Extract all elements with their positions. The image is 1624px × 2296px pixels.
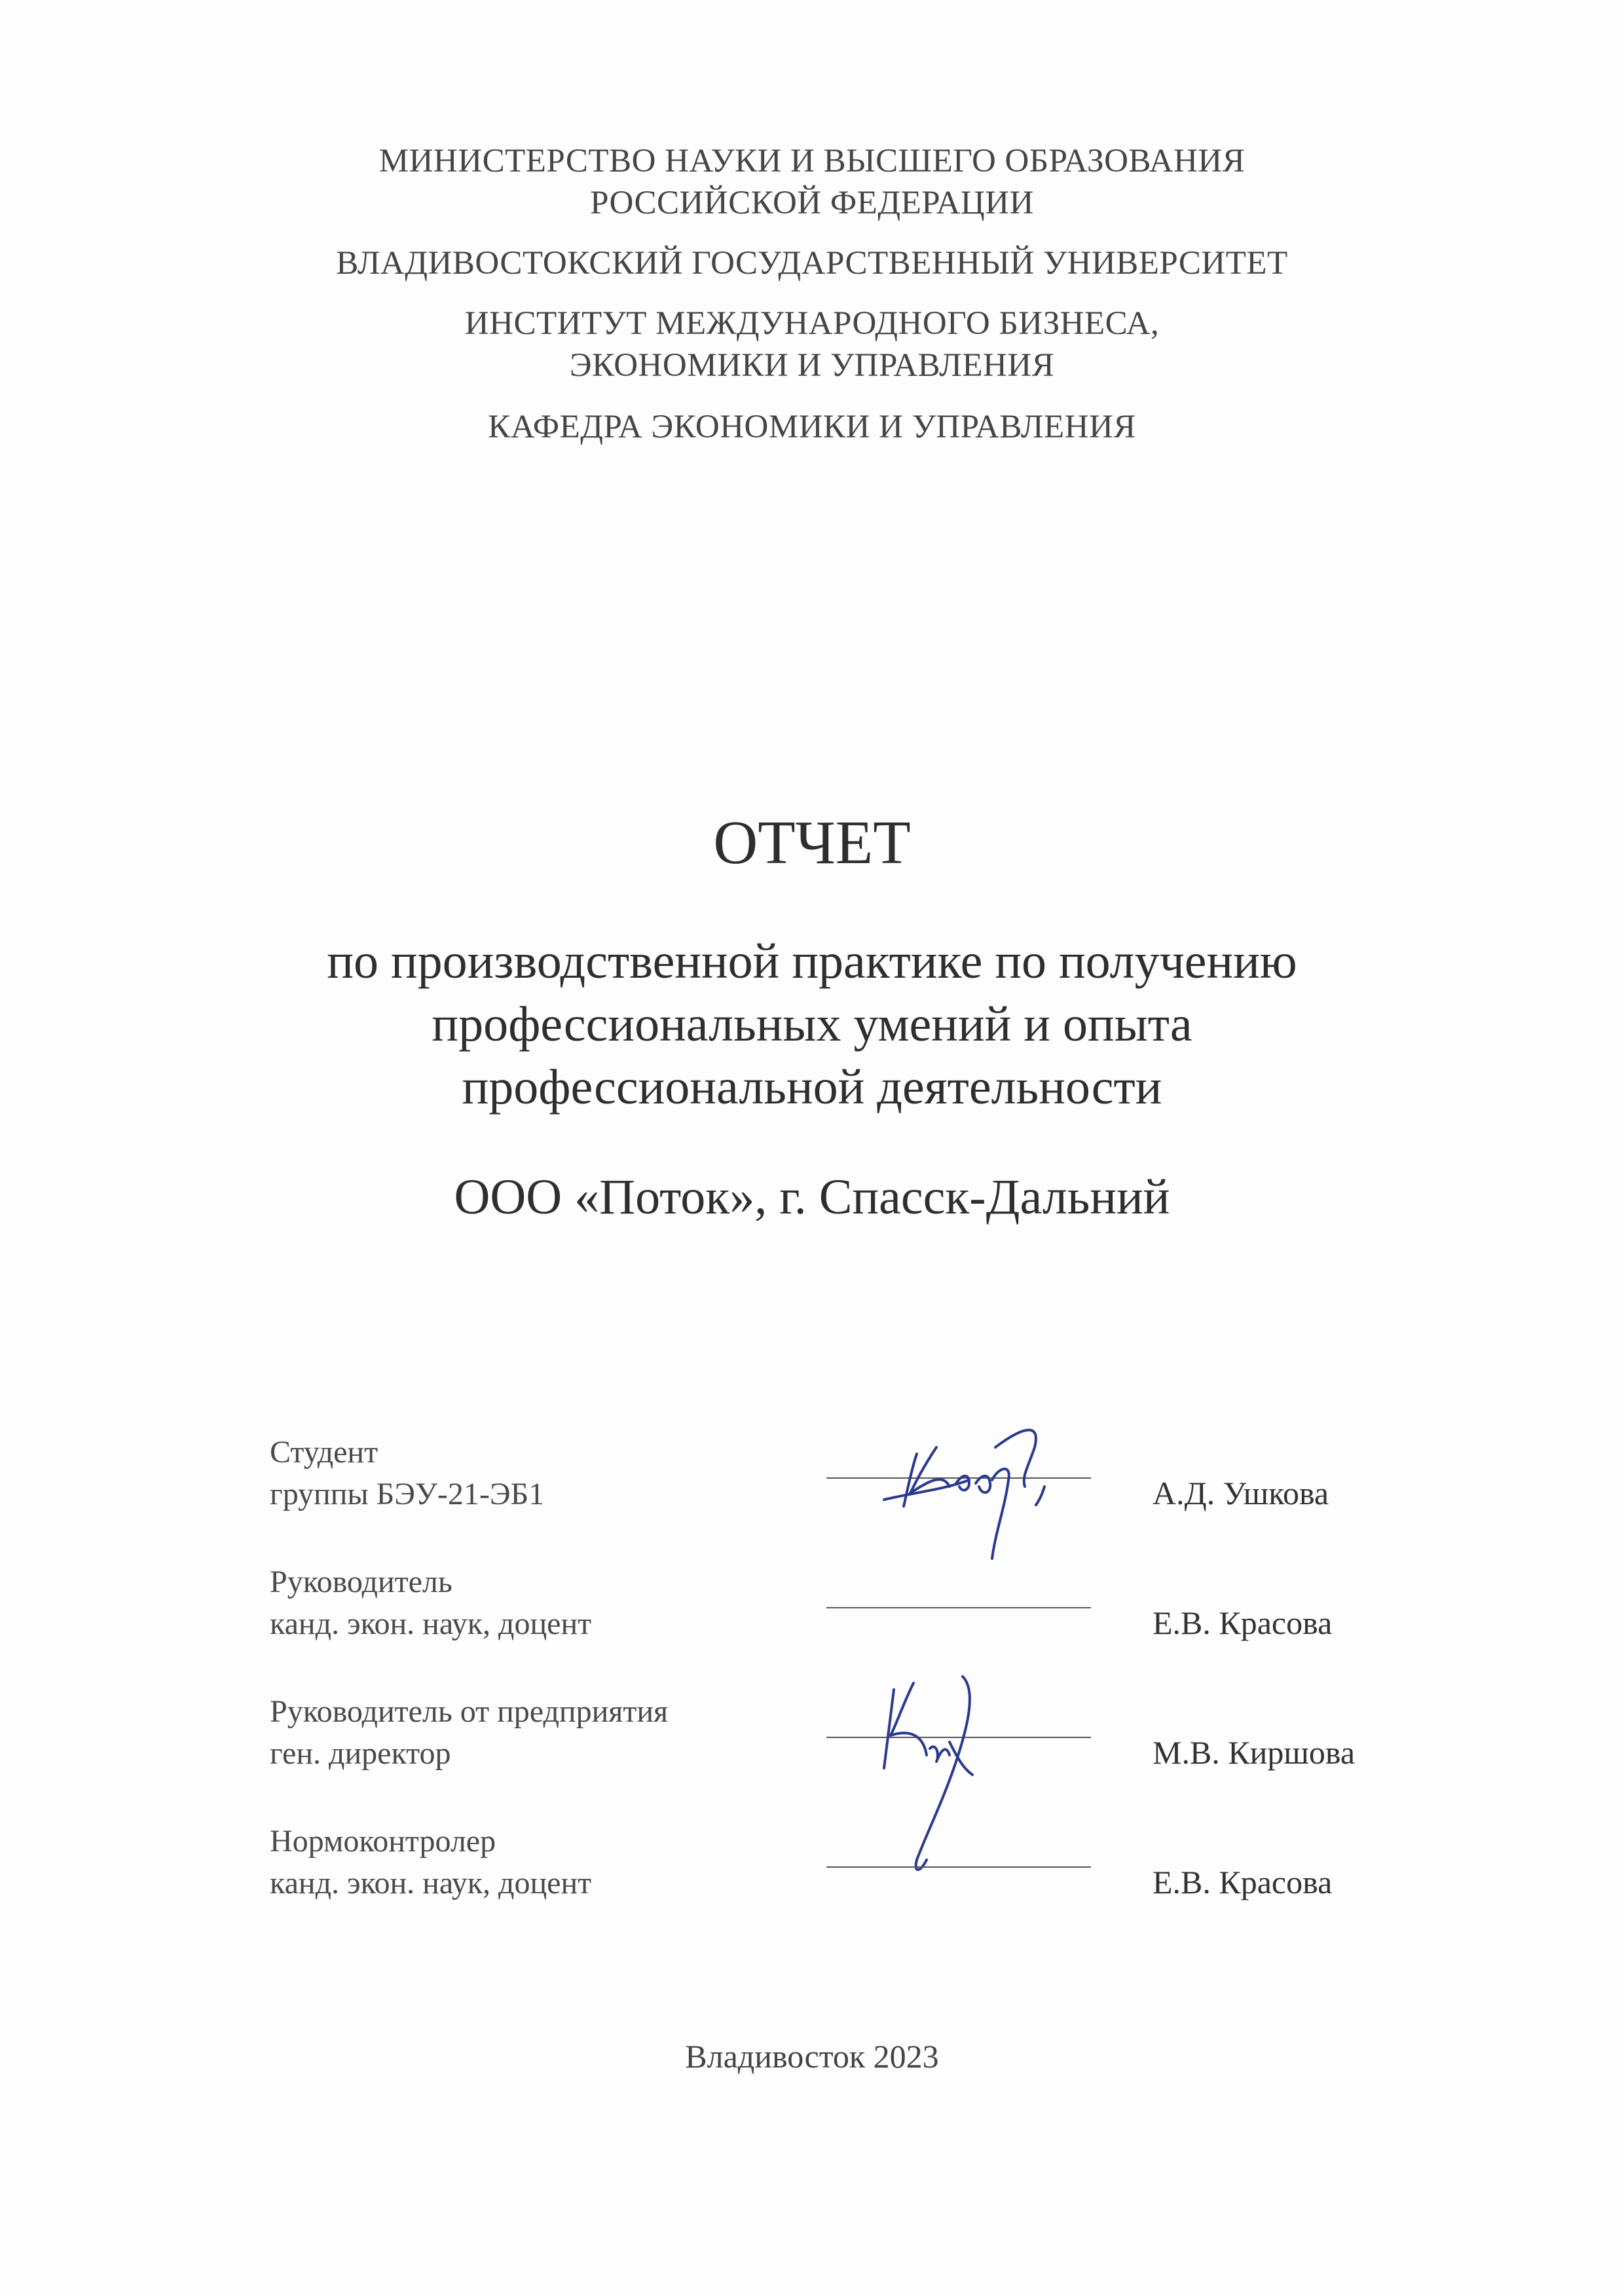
report-subtitle xyxy=(131,930,1493,1119)
department-heading xyxy=(157,406,1467,448)
signature-row-normcontroller xyxy=(270,1821,591,1904)
signature-role: Студент xyxy=(270,1435,378,1470)
signature-detail: канд. экон. наук, доцент xyxy=(270,1606,592,1641)
signature-line xyxy=(826,1607,1091,1608)
signature-row-supervisor xyxy=(270,1561,591,1645)
institute-line-1: ИНСТИТУТ МЕЖДУНАРОДНОГО БИЗНЕСА, xyxy=(464,305,1160,342)
subtitle-line-1: по производственной практике по получению xyxy=(327,934,1297,989)
organization-line: ООО «Поток», г. Спасск-Дальний xyxy=(454,1170,1170,1225)
signature-detail: группы БЭУ-21-ЭБ1 xyxy=(270,1477,545,1511)
signature-name: Е.В. Красова xyxy=(1153,1864,1333,1900)
ministry-line-1: МИНИСТЕРСТВО НАУКИ И ВЫСШЕГО ОБРАЗОВАНИЯ xyxy=(378,143,1246,179)
signature-line xyxy=(826,1866,1091,1868)
signature-role: Руководитель от предприятия xyxy=(270,1694,669,1729)
city-year: Владивосток 2023 xyxy=(685,2038,939,2075)
signature-row-enterprise xyxy=(270,1691,668,1775)
signature-name: Е.В. Красова xyxy=(1153,1604,1333,1641)
enterprise-handwritten-signature xyxy=(864,1663,1008,1879)
signature-row-student xyxy=(270,1432,544,1515)
department-name: КАФЕДРА ЭКОНОМИКИ И УПРАВЛЕНИЯ xyxy=(488,409,1136,445)
signature-detail: ген. директор xyxy=(270,1736,451,1771)
signature-role: Нормоконтролер xyxy=(270,1824,496,1859)
student-handwritten-signature xyxy=(871,1401,1067,1565)
subtitle-line-2: профессиональных умений и опыта xyxy=(432,997,1192,1052)
institute-heading xyxy=(157,303,1467,386)
signature-detail: канд. экон. наук, доцент xyxy=(270,1866,592,1900)
university-heading xyxy=(157,242,1467,284)
signature-name: А.Д. Ушкова xyxy=(1153,1475,1329,1511)
university-name: ВЛАДИВОСТОКСКИЙ ГОСУДАРСТВЕННЫЙ УНИВЕРСИТЕТ xyxy=(336,245,1288,282)
ministry-heading xyxy=(157,140,1467,224)
signature-role: Руководитель xyxy=(270,1565,452,1599)
subtitle-line-3: профессиональной деятельности xyxy=(462,1060,1162,1115)
report-title: ОТЧЕТ xyxy=(713,809,911,877)
ministry-line-2: РОССИЙСКОЙ ФЕДЕРАЦИИ xyxy=(590,185,1034,221)
institute-line-2: ЭКОНОМИКИ И УПРАВЛЕНИЯ xyxy=(569,347,1055,384)
signature-name: М.В. Киршова xyxy=(1153,1734,1356,1771)
